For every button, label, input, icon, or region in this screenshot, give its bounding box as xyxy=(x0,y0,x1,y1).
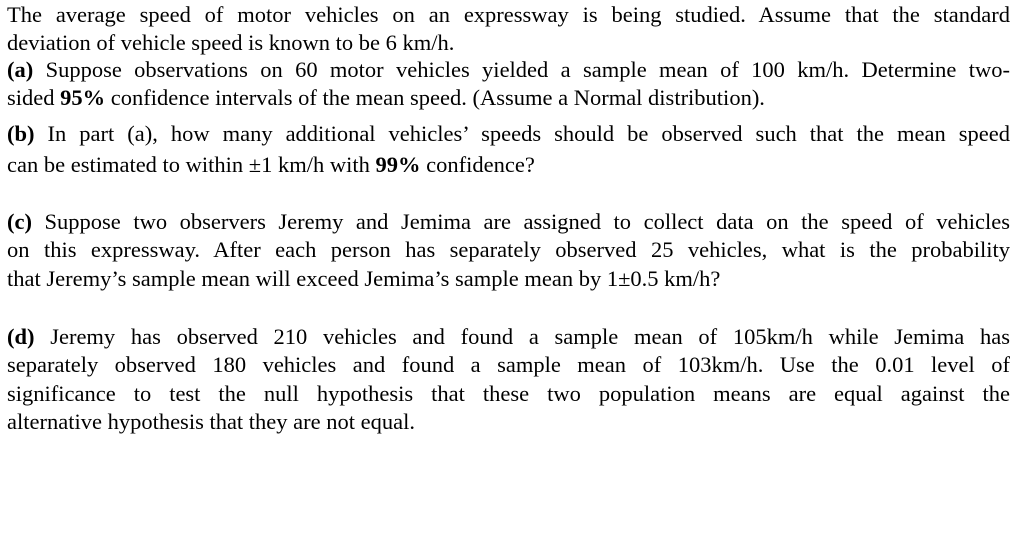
bold-text: 99% xyxy=(375,152,421,177)
text-line xyxy=(7,352,1010,378)
text-segment: significance to test the null hypothesis that these two population means are equal against the xyxy=(7,381,1010,406)
text-line xyxy=(7,152,1010,178)
text-segment: The average speed of motor vehicles on an expressway is being studied. Assume that the standard xyxy=(7,2,1010,27)
text-line xyxy=(7,57,1010,83)
text-line xyxy=(7,409,1010,435)
text-segment: alternative hypothesis that they are not equal. xyxy=(7,409,415,434)
bold-text: (a) xyxy=(7,57,34,82)
text-line xyxy=(7,237,1010,263)
text-line xyxy=(7,209,1010,235)
text-segment: confidence? xyxy=(420,152,535,177)
text-line xyxy=(7,121,1010,147)
bold-text: 95% xyxy=(60,85,106,110)
text-line xyxy=(7,2,1010,28)
text-line xyxy=(7,85,1010,111)
text-segment: Suppose observations on 60 motor vehicles yielded a sample mean of 100 km/h. Determine two- xyxy=(33,57,1010,82)
text-line xyxy=(7,30,1010,56)
text-line xyxy=(7,324,1010,350)
text-segment: on this expressway. After each person has separately observed 25 vehicles, what is the probability xyxy=(7,237,1010,262)
bold-text: (c) xyxy=(7,209,32,234)
text-segment: that Jeremy’s sample mean will exceed Jemima’s sample mean by 1±0.5 km/h? xyxy=(7,266,721,291)
text-segment: confidence intervals of the mean speed. (Assume a Normal distribution). xyxy=(105,85,765,110)
text-segment: Jeremy has observed 210 vehicles and found a sample mean of 105km/h while Jemima has xyxy=(34,324,1010,349)
text-segment: separately observed 180 vehicles and found a sample mean of 103km/h. Use the 0.01 level of xyxy=(7,352,1010,377)
text-segment: Suppose two observers Jeremy and Jemima are assigned to collect data on the speed of vehicles xyxy=(31,209,1010,234)
text-line xyxy=(7,381,1010,407)
bold-text: (d) xyxy=(7,324,35,349)
text-segment: deviation of vehicle speed is known to be 6 km/h. xyxy=(7,30,455,55)
text-segment: sided xyxy=(7,85,61,110)
text-line xyxy=(7,266,1010,292)
bold-text: (b) xyxy=(7,121,35,146)
text-segment: can be estimated to within ±1 km/h with xyxy=(7,152,376,177)
text-segment: In part (a), how many additional vehicles’ speeds should be observed such that the mean speed xyxy=(34,121,1010,146)
